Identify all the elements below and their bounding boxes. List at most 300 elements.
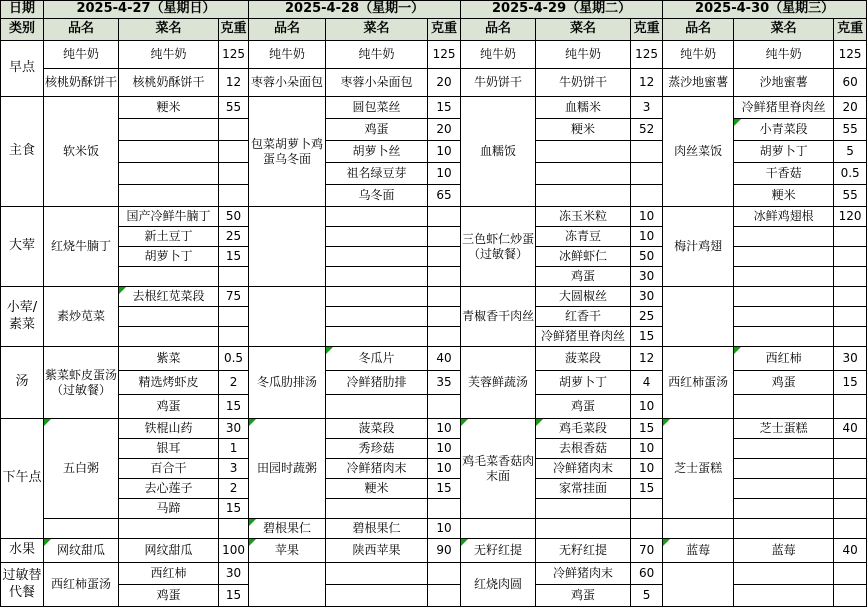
cell-kezhong[interactable]: 2 bbox=[219, 371, 249, 395]
cell-kezhong[interactable]: 90 bbox=[428, 539, 461, 563]
cell-kezhong[interactable] bbox=[631, 185, 663, 207]
cell-kezhong[interactable] bbox=[631, 519, 663, 539]
cell-kezhong[interactable] bbox=[834, 519, 867, 539]
cell-kezhong[interactable]: 100 bbox=[219, 539, 249, 563]
cell-caiming[interactable] bbox=[734, 563, 834, 585]
cell-caiming[interactable]: 沙地蜜薯 bbox=[734, 69, 834, 97]
cell-kezhong[interactable]: 52 bbox=[631, 119, 663, 141]
cell-pinming[interactable]: 五白粥 bbox=[44, 419, 119, 519]
cell-caiming[interactable]: 大圆椒丝 bbox=[536, 287, 631, 307]
table-row bbox=[1, 69, 867, 97]
cell-caiming[interactable]: 冷鲜猪里脊肉丝 bbox=[536, 327, 631, 347]
cell-caiming[interactable] bbox=[536, 519, 631, 539]
cell-caiming[interactable] bbox=[734, 499, 834, 519]
cell-caiming[interactable] bbox=[734, 585, 834, 607]
cell-caiming[interactable]: 精选烤虾皮 bbox=[119, 371, 219, 395]
col-header-pinming[interactable]: 品名 bbox=[249, 19, 326, 41]
cell-kezhong[interactable] bbox=[834, 479, 867, 499]
cell-caiming[interactable]: 国产冷鲜牛腩丁 bbox=[119, 207, 219, 227]
day-header-wednesday[interactable]: 2025-4-30（星期三） bbox=[663, 1, 867, 19]
cell-caiming[interactable] bbox=[326, 395, 428, 419]
cell-pinming[interactable] bbox=[249, 563, 326, 607]
cell-caiming[interactable]: 胡萝卜丁 bbox=[734, 141, 834, 163]
cell-caiming[interactable] bbox=[119, 163, 219, 185]
cell-caiming[interactable]: 纯牛奶 bbox=[734, 41, 834, 69]
cell-kezhong[interactable]: 10 bbox=[428, 163, 461, 185]
cell-pinming[interactable]: 苹果 bbox=[249, 539, 326, 563]
comment-marker-icon bbox=[119, 287, 126, 294]
cell-caiming[interactable]: 去心莲子 bbox=[119, 479, 219, 499]
cell-kezhong[interactable]: 10 bbox=[631, 227, 663, 247]
cell-caiming[interactable]: 圆包菜丝 bbox=[326, 97, 428, 119]
cell-pinming[interactable] bbox=[44, 519, 119, 539]
cell-caiming[interactable]: 冷鲜猪肋排 bbox=[326, 371, 428, 395]
table-row bbox=[1, 141, 867, 163]
cell-pinming[interactable]: 包菜胡萝卜鸡蛋乌冬面 bbox=[249, 97, 326, 207]
cell-kezhong[interactable] bbox=[834, 307, 867, 327]
comment-marker-icon bbox=[326, 347, 333, 354]
cell-kezhong[interactable]: 0.5 bbox=[834, 163, 867, 185]
cell-kezhong[interactable]: 5 bbox=[631, 585, 663, 607]
cell-caiming[interactable] bbox=[734, 459, 834, 479]
cell-kezhong[interactable]: 60 bbox=[834, 69, 867, 97]
cell-kezhong[interactable] bbox=[219, 327, 249, 347]
cell-caiming[interactable] bbox=[119, 307, 219, 327]
cell-kezhong[interactable] bbox=[219, 267, 249, 287]
comment-marker-icon bbox=[461, 539, 468, 546]
cell-caiming[interactable] bbox=[119, 327, 219, 347]
cell-pinming[interactable]: 红烧牛腩丁 bbox=[44, 207, 119, 287]
cell-pinming[interactable] bbox=[461, 519, 536, 539]
category-cell[interactable]: 汤 bbox=[1, 347, 44, 419]
cell-caiming[interactable]: 冻青豆 bbox=[536, 227, 631, 247]
table-row bbox=[1, 247, 867, 267]
comment-marker-icon bbox=[663, 539, 670, 546]
cell-kezhong[interactable]: 55 bbox=[834, 185, 867, 207]
cell-caiming[interactable] bbox=[119, 119, 219, 141]
cell-kezhong[interactable] bbox=[428, 585, 461, 607]
category-cell[interactable]: 小荤/素菜 bbox=[1, 287, 44, 347]
cell-kezhong[interactable]: 120 bbox=[834, 207, 867, 227]
cell-caiming[interactable] bbox=[326, 499, 428, 519]
cell-kezhong[interactable]: 30 bbox=[834, 347, 867, 371]
cell-kezhong[interactable]: 10 bbox=[428, 141, 461, 163]
cell-caiming[interactable]: 冰鲜虾仁 bbox=[536, 247, 631, 267]
col-header-caiming[interactable]: 菜名 bbox=[734, 19, 834, 41]
cell-caiming[interactable]: 粳米 bbox=[119, 97, 219, 119]
cell-caiming[interactable]: 干香菇 bbox=[734, 163, 834, 185]
table-row bbox=[1, 519, 867, 539]
cell-caiming[interactable]: 乌冬面 bbox=[326, 185, 428, 207]
cell-pinming[interactable]: 肉丝菜饭 bbox=[663, 97, 734, 207]
table-row bbox=[1, 267, 867, 287]
cell-kezhong[interactable]: 15 bbox=[631, 327, 663, 347]
comment-marker-icon bbox=[249, 519, 256, 526]
cell-caiming[interactable] bbox=[326, 267, 428, 287]
cell-kezhong[interactable]: 12 bbox=[219, 69, 249, 97]
cell-kezhong[interactable] bbox=[428, 499, 461, 519]
cell-kezhong[interactable]: 50 bbox=[219, 207, 249, 227]
cell-kezhong[interactable]: 125 bbox=[631, 41, 663, 69]
cell-kezhong[interactable] bbox=[428, 247, 461, 267]
cell-pinming[interactable]: 芝士蛋糕 bbox=[663, 419, 734, 519]
cell-kezhong[interactable]: 15 bbox=[631, 419, 663, 439]
cell-caiming[interactable] bbox=[326, 327, 428, 347]
cell-caiming[interactable]: 铁棍山药 bbox=[119, 419, 219, 439]
cell-pinming[interactable]: 红烧肉圆 bbox=[461, 563, 536, 607]
cell-caiming[interactable]: 红香干 bbox=[536, 307, 631, 327]
cell-kezhong[interactable]: 10 bbox=[631, 395, 663, 419]
cell-caiming[interactable] bbox=[326, 247, 428, 267]
cell-caiming[interactable]: 秀珍菇 bbox=[326, 439, 428, 459]
cell-caiming[interactable]: 紫菜 bbox=[119, 347, 219, 371]
cell-kezhong[interactable]: 40 bbox=[834, 419, 867, 439]
cell-kezhong[interactable] bbox=[834, 459, 867, 479]
cell-caiming[interactable]: 冰鲜鸡翅根 bbox=[734, 207, 834, 227]
cell-kezhong[interactable] bbox=[219, 163, 249, 185]
table-row bbox=[1, 97, 867, 119]
cell-kezhong[interactable] bbox=[834, 227, 867, 247]
cell-caiming[interactable]: 鸡蛋 bbox=[536, 395, 631, 419]
cell-kezhong[interactable] bbox=[834, 585, 867, 607]
cell-pinming[interactable]: 青椒香干肉丝 bbox=[461, 287, 536, 347]
cell-kezhong[interactable] bbox=[834, 395, 867, 419]
cell-caiming[interactable]: 冷鲜猪肉末 bbox=[536, 459, 631, 479]
cell-kezhong[interactable]: 35 bbox=[428, 371, 461, 395]
cell-caiming[interactable] bbox=[734, 519, 834, 539]
cell-caiming[interactable]: 冷鲜猪肉末 bbox=[326, 459, 428, 479]
cell-caiming[interactable] bbox=[326, 287, 428, 307]
table-row bbox=[1, 207, 867, 227]
cell-kezhong[interactable]: 12 bbox=[631, 347, 663, 371]
cell-kezhong[interactable]: 2 bbox=[219, 479, 249, 499]
cell-caiming[interactable]: 纯牛奶 bbox=[119, 41, 219, 69]
cell-caiming[interactable]: 银耳 bbox=[119, 439, 219, 459]
cell-kezhong[interactable]: 30 bbox=[219, 419, 249, 439]
table-row bbox=[1, 419, 867, 439]
category-label[interactable]: 类别 bbox=[1, 19, 44, 41]
col-header-kezhong[interactable]: 克重 bbox=[428, 19, 461, 41]
cell-kezhong[interactable]: 125 bbox=[428, 41, 461, 69]
cell-kezhong[interactable]: 10 bbox=[428, 419, 461, 439]
cell-caiming[interactable] bbox=[536, 163, 631, 185]
cell-pinming[interactable]: 核桃奶酥饼干 bbox=[44, 69, 119, 97]
cell-kezhong[interactable] bbox=[631, 163, 663, 185]
cell-caiming[interactable]: 冷鲜猪肉末 bbox=[536, 563, 631, 585]
col-header-kezhong[interactable]: 克重 bbox=[834, 19, 867, 41]
cell-caiming[interactable] bbox=[734, 395, 834, 419]
cell-caiming[interactable]: 牛奶饼干 bbox=[536, 69, 631, 97]
cell-caiming[interactable]: 去根红苋菜段 bbox=[119, 287, 219, 307]
cell-kezhong[interactable]: 1 bbox=[219, 439, 249, 459]
category-cell[interactable]: 下午点 bbox=[1, 419, 44, 539]
cell-caiming[interactable] bbox=[536, 141, 631, 163]
cell-caiming[interactable]: 菠菜段 bbox=[326, 419, 428, 439]
cell-kezhong[interactable]: 15 bbox=[219, 499, 249, 519]
cell-kezhong[interactable]: 25 bbox=[631, 307, 663, 327]
cell-kezhong[interactable] bbox=[219, 141, 249, 163]
cell-pinming[interactable]: 冬瓜肋排汤 bbox=[249, 347, 326, 419]
cell-caiming[interactable]: 胡萝卜丁 bbox=[119, 247, 219, 267]
cell-kezhong[interactable]: 15 bbox=[428, 479, 461, 499]
cell-pinming[interactable] bbox=[249, 287, 326, 347]
cell-pinming[interactable]: 软米饭 bbox=[44, 97, 119, 207]
cell-caiming[interactable]: 小青菜段 bbox=[734, 119, 834, 141]
cell-caiming[interactable] bbox=[734, 479, 834, 499]
cell-kezhong[interactable]: 125 bbox=[219, 41, 249, 69]
cell-pinming[interactable]: 芙蓉鲜蔬汤 bbox=[461, 347, 536, 419]
category-cell[interactable]: 早点 bbox=[1, 41, 44, 97]
cell-kezhong[interactable]: 30 bbox=[631, 267, 663, 287]
cell-pinming[interactable]: 纯牛奶 bbox=[461, 41, 536, 69]
cell-kezhong[interactable]: 40 bbox=[428, 347, 461, 371]
cell-kezhong[interactable] bbox=[631, 499, 663, 519]
cell-pinming[interactable] bbox=[249, 207, 326, 287]
cell-kezhong[interactable]: 20 bbox=[834, 97, 867, 119]
cell-caiming[interactable]: 鸡蛋 bbox=[119, 395, 219, 419]
category-cell[interactable]: 水果 bbox=[1, 539, 44, 563]
cell-pinming[interactable] bbox=[663, 519, 734, 539]
cell-caiming[interactable] bbox=[326, 585, 428, 607]
cell-kezhong[interactable] bbox=[834, 247, 867, 267]
cell-caiming[interactable]: 鸡蛋 bbox=[536, 585, 631, 607]
cell-kezhong[interactable] bbox=[834, 287, 867, 307]
cell-caiming[interactable] bbox=[326, 563, 428, 585]
cell-caiming[interactable] bbox=[734, 227, 834, 247]
cell-caiming[interactable]: 冷鲜猪里脊肉丝 bbox=[734, 97, 834, 119]
cell-caiming[interactable]: 陕西苹果 bbox=[326, 539, 428, 563]
cell-caiming[interactable]: 家常挂面 bbox=[536, 479, 631, 499]
cell-caiming[interactable] bbox=[326, 207, 428, 227]
cell-pinming[interactable]: 蒸沙地蜜薯 bbox=[663, 69, 734, 97]
cell-kezhong[interactable] bbox=[834, 563, 867, 585]
date-label[interactable]: 日期 bbox=[1, 1, 44, 19]
cell-caiming[interactable]: 冬瓜片 bbox=[326, 347, 428, 371]
cell-kezhong[interactable]: 40 bbox=[834, 539, 867, 563]
cell-kezhong[interactable] bbox=[428, 307, 461, 327]
cell-caiming[interactable]: 无籽红提 bbox=[536, 539, 631, 563]
cell-kezhong[interactable] bbox=[428, 563, 461, 585]
cell-kezhong[interactable]: 15 bbox=[219, 247, 249, 267]
table-row bbox=[1, 459, 867, 479]
cell-kezhong[interactable] bbox=[219, 307, 249, 327]
table-row bbox=[1, 287, 867, 307]
cell-kezhong[interactable] bbox=[428, 227, 461, 247]
cell-kezhong[interactable]: 10 bbox=[428, 439, 461, 459]
cell-caiming[interactable] bbox=[119, 185, 219, 207]
cell-kezhong[interactable] bbox=[428, 287, 461, 307]
cell-caiming[interactable] bbox=[326, 307, 428, 327]
cell-pinming[interactable]: 西红柿蛋汤 bbox=[44, 563, 119, 607]
comment-marker-icon bbox=[44, 539, 51, 546]
cell-pinming[interactable]: 纯牛奶 bbox=[663, 41, 734, 69]
cell-caiming[interactable] bbox=[734, 267, 834, 287]
cell-caiming[interactable] bbox=[326, 227, 428, 247]
cell-kezhong[interactable] bbox=[834, 327, 867, 347]
cell-kezhong[interactable] bbox=[219, 185, 249, 207]
cell-kezhong[interactable]: 15 bbox=[219, 395, 249, 419]
cell-caiming[interactable] bbox=[734, 439, 834, 459]
col-header-caiming[interactable]: 菜名 bbox=[326, 19, 428, 41]
cell-caiming[interactable]: 鸡蛋 bbox=[119, 585, 219, 607]
cell-caiming[interactable]: 祖名绿豆芽 bbox=[326, 163, 428, 185]
cell-kezhong[interactable]: 20 bbox=[428, 69, 461, 97]
cell-kezhong[interactable]: 30 bbox=[219, 563, 249, 585]
cell-kezhong[interactable]: 75 bbox=[219, 287, 249, 307]
cell-caiming[interactable]: 菠菜段 bbox=[536, 347, 631, 371]
comment-marker-icon bbox=[734, 119, 741, 126]
cell-caiming[interactable]: 蓝莓 bbox=[734, 539, 834, 563]
cell-caiming[interactable]: 西红柿 bbox=[119, 563, 219, 585]
cell-caiming[interactable]: 网纹甜瓜 bbox=[119, 539, 219, 563]
cell-kezhong[interactable]: 15 bbox=[631, 479, 663, 499]
table-row bbox=[1, 395, 867, 419]
cell-caiming[interactable]: 纯牛奶 bbox=[536, 41, 631, 69]
cell-caiming[interactable]: 枣蓉小朵面包 bbox=[326, 69, 428, 97]
col-header-kezhong[interactable]: 克重 bbox=[631, 19, 663, 41]
cell-pinming[interactable]: 纯牛奶 bbox=[249, 41, 326, 69]
cell-kezhong[interactable]: 50 bbox=[631, 247, 663, 267]
cell-kezhong[interactable]: 3 bbox=[219, 459, 249, 479]
cell-caiming[interactable]: 马蹄 bbox=[119, 499, 219, 519]
column-header-row bbox=[1, 19, 867, 41]
cell-kezhong[interactable] bbox=[834, 267, 867, 287]
cell-pinming[interactable] bbox=[663, 563, 734, 607]
col-header-caiming[interactable]: 菜名 bbox=[119, 19, 219, 41]
category-cell[interactable]: 主食 bbox=[1, 97, 44, 207]
day-header-tuesday[interactable]: 2025-4-29（星期二） bbox=[461, 1, 663, 19]
cell-pinming[interactable]: 三色虾仁炒蛋（过敏餐） bbox=[461, 207, 536, 287]
cell-pinming[interactable]: 素炒苋菜 bbox=[44, 287, 119, 347]
cell-caiming[interactable] bbox=[734, 327, 834, 347]
col-header-pinming[interactable]: 品名 bbox=[663, 19, 734, 41]
cell-kezhong[interactable]: 55 bbox=[219, 97, 249, 119]
cell-caiming[interactable]: 胡萝卜丁 bbox=[536, 371, 631, 395]
cell-kezhong[interactable]: 10 bbox=[631, 459, 663, 479]
cell-caiming[interactable] bbox=[734, 247, 834, 267]
cell-pinming[interactable]: 西红柿蛋汤 bbox=[663, 347, 734, 419]
cell-kezhong[interactable]: 125 bbox=[834, 41, 867, 69]
cell-caiming[interactable]: 鸡毛菜段 bbox=[536, 419, 631, 439]
cell-kezhong[interactable]: 12 bbox=[631, 69, 663, 97]
cell-kezhong[interactable]: 25 bbox=[219, 227, 249, 247]
table-row bbox=[1, 499, 867, 519]
cell-pinming[interactable]: 紫菜虾皮蛋汤（过敏餐） bbox=[44, 347, 119, 419]
cell-caiming[interactable] bbox=[734, 287, 834, 307]
cell-pinming[interactable]: 蓝莓 bbox=[663, 539, 734, 563]
category-cell[interactable]: 过敏替代餐 bbox=[1, 563, 44, 607]
comment-marker-icon bbox=[663, 419, 670, 426]
col-header-kezhong[interactable]: 克重 bbox=[219, 19, 249, 41]
cell-caiming[interactable]: 鸡蛋 bbox=[734, 371, 834, 395]
table-row bbox=[1, 439, 867, 459]
cell-kezhong[interactable] bbox=[219, 519, 249, 539]
cell-pinming[interactable]: 碧根果仁 bbox=[249, 519, 326, 539]
cell-kezhong[interactable]: 30 bbox=[631, 287, 663, 307]
cell-pinming[interactable]: 枣蓉小朵面包 bbox=[249, 69, 326, 97]
cell-caiming[interactable]: 核桃奶酥饼干 bbox=[119, 69, 219, 97]
cell-caiming[interactable] bbox=[119, 141, 219, 163]
cell-kezhong[interactable]: 15 bbox=[834, 371, 867, 395]
cell-caiming[interactable]: 冻玉米粒 bbox=[536, 207, 631, 227]
cell-pinming[interactable]: 鸡毛菜香菇肉末面 bbox=[461, 419, 536, 519]
cell-caiming[interactable]: 胡萝卜丝 bbox=[326, 141, 428, 163]
cell-caiming[interactable]: 粳米 bbox=[536, 119, 631, 141]
cell-kezhong[interactable] bbox=[219, 119, 249, 141]
table-row bbox=[1, 327, 867, 347]
cell-kezhong[interactable]: 60 bbox=[631, 563, 663, 585]
cell-kezhong[interactable]: 55 bbox=[834, 119, 867, 141]
cell-kezhong[interactable] bbox=[428, 207, 461, 227]
cell-kezhong[interactable] bbox=[834, 439, 867, 459]
cell-caiming[interactable]: 百合干 bbox=[119, 459, 219, 479]
cell-pinming[interactable]: 血糯饭 bbox=[461, 97, 536, 207]
cell-caiming[interactable]: 粳米 bbox=[326, 479, 428, 499]
cell-caiming[interactable]: 血糯米 bbox=[536, 97, 631, 119]
cell-kezhong[interactable]: 10 bbox=[631, 439, 663, 459]
cell-pinming[interactable]: 网纹甜瓜 bbox=[44, 539, 119, 563]
day-header-monday[interactable]: 2025-4-28（星期一） bbox=[249, 1, 461, 19]
cell-kezhong[interactable] bbox=[428, 267, 461, 287]
cell-kezhong[interactable]: 65 bbox=[428, 185, 461, 207]
cell-caiming[interactable]: 鸡蛋 bbox=[326, 119, 428, 141]
cell-caiming[interactable]: 芝士蛋糕 bbox=[734, 419, 834, 439]
cell-pinming[interactable] bbox=[663, 287, 734, 347]
comment-marker-icon bbox=[536, 419, 543, 426]
comment-marker-icon bbox=[249, 539, 256, 546]
cell-kezhong[interactable]: 3 bbox=[631, 97, 663, 119]
col-header-pinming[interactable]: 品名 bbox=[461, 19, 536, 41]
cell-pinming[interactable]: 纯牛奶 bbox=[44, 41, 119, 69]
cell-caiming[interactable] bbox=[536, 499, 631, 519]
cell-caiming[interactable]: 粳米 bbox=[734, 185, 834, 207]
cell-kezhong[interactable]: 0.5 bbox=[219, 347, 249, 371]
cell-caiming[interactable]: 纯牛奶 bbox=[326, 41, 428, 69]
day-header-sunday[interactable]: 2025-4-27（星期日） bbox=[44, 1, 249, 19]
cell-kezhong[interactable]: 5 bbox=[834, 141, 867, 163]
col-header-caiming[interactable]: 菜名 bbox=[536, 19, 631, 41]
cell-caiming[interactable]: 碧根果仁 bbox=[326, 519, 428, 539]
cell-kezhong[interactable]: 15 bbox=[428, 97, 461, 119]
cell-pinming[interactable]: 牛奶饼干 bbox=[461, 69, 536, 97]
cell-caiming[interactable] bbox=[536, 185, 631, 207]
cell-kezhong[interactable]: 70 bbox=[631, 539, 663, 563]
cell-kezhong[interactable]: 15 bbox=[219, 585, 249, 607]
cell-caiming[interactable]: 鸡蛋 bbox=[536, 267, 631, 287]
cell-pinming[interactable]: 无籽红提 bbox=[461, 539, 536, 563]
col-header-pinming[interactable]: 品名 bbox=[44, 19, 119, 41]
cell-kezhong[interactable] bbox=[428, 327, 461, 347]
cell-pinming[interactable]: 田园时蔬粥 bbox=[249, 419, 326, 519]
cell-kezhong[interactable] bbox=[428, 395, 461, 419]
cell-kezhong[interactable]: 10 bbox=[428, 519, 461, 539]
category-cell[interactable]: 大荤 bbox=[1, 207, 44, 287]
cell-caiming[interactable] bbox=[734, 307, 834, 327]
cell-kezhong[interactable]: 20 bbox=[428, 119, 461, 141]
cell-kezhong[interactable]: 10 bbox=[428, 459, 461, 479]
cell-kezhong[interactable] bbox=[834, 499, 867, 519]
menu-table-body bbox=[1, 41, 867, 607]
cell-caiming[interactable] bbox=[119, 519, 219, 539]
cell-caiming[interactable] bbox=[119, 267, 219, 287]
cell-caiming[interactable]: 西红柿 bbox=[734, 347, 834, 371]
cell-caiming[interactable]: 去根香菇 bbox=[536, 439, 631, 459]
cell-kezhong[interactable]: 4 bbox=[631, 371, 663, 395]
cell-caiming[interactable]: 新土豆丁 bbox=[119, 227, 219, 247]
cell-pinming[interactable]: 梅汁鸡翅 bbox=[663, 207, 734, 287]
cell-kezhong[interactable] bbox=[631, 141, 663, 163]
cell-kezhong[interactable]: 10 bbox=[631, 207, 663, 227]
